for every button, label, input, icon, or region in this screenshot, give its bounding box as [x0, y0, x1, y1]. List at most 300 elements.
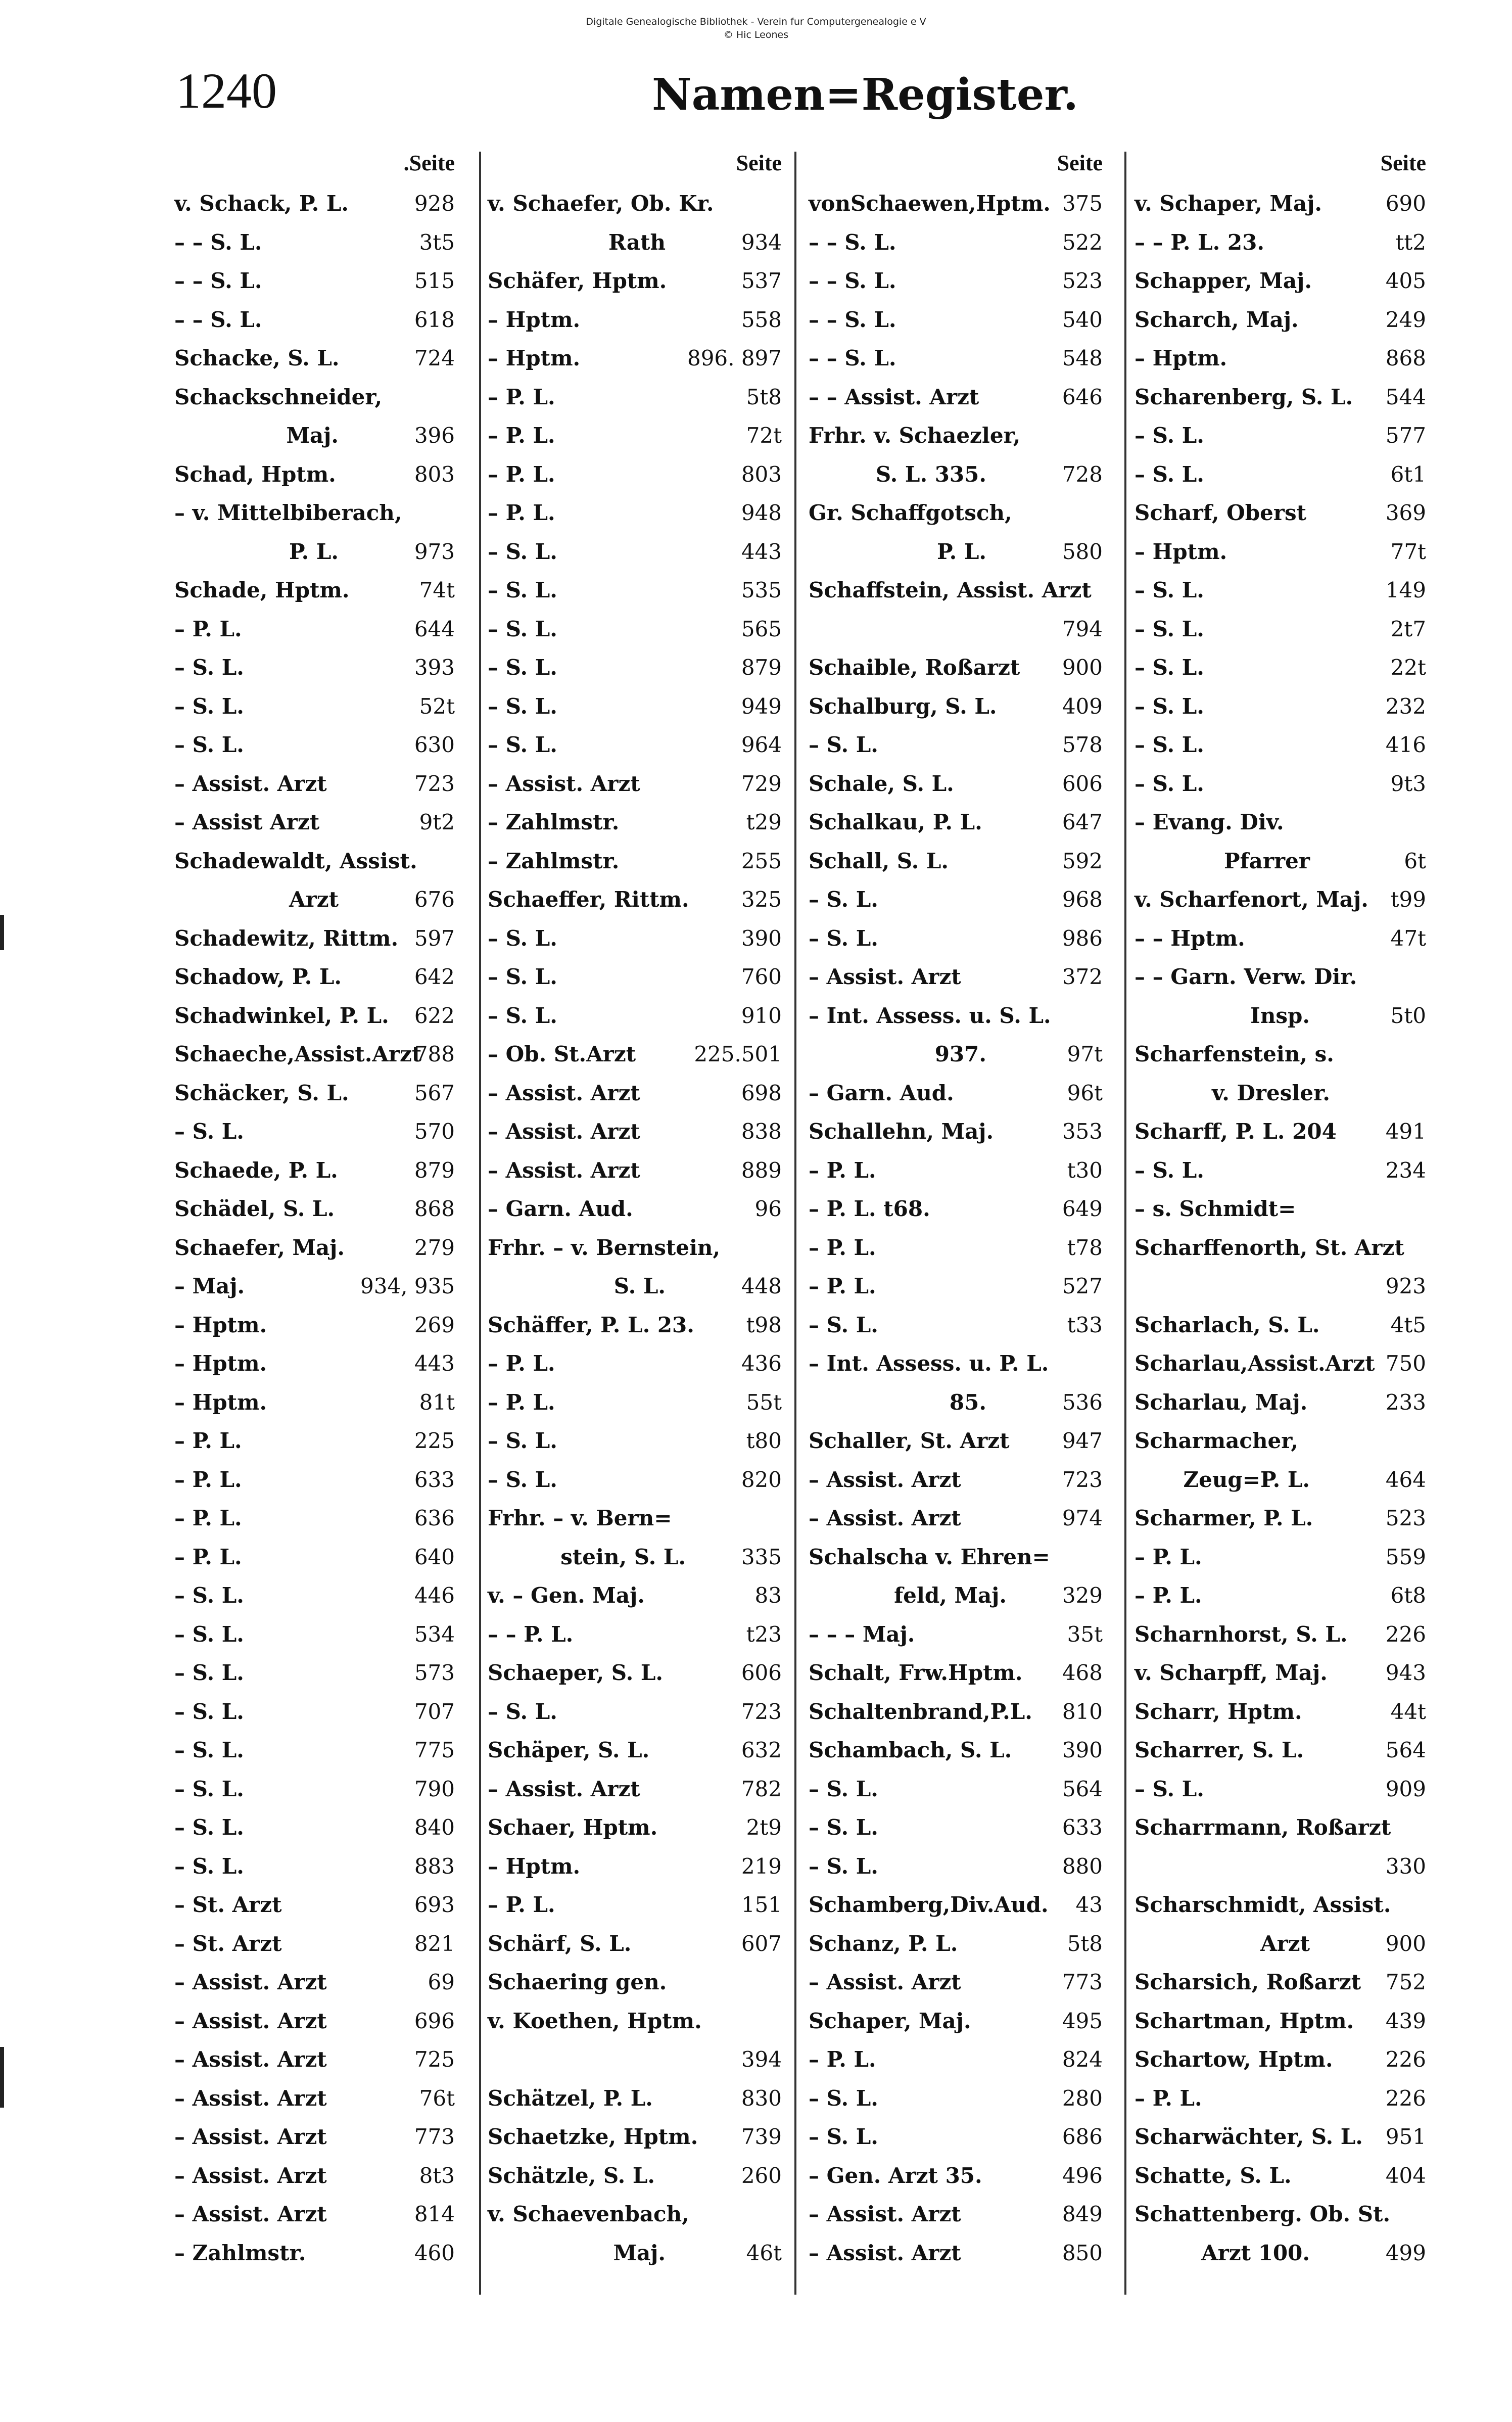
- watermark-line-2: © Hic Leones: [723, 29, 789, 40]
- entry-page: 527: [1062, 1274, 1103, 1298]
- index-entry: [809, 842, 1103, 881]
- entry-name: – S. L.: [488, 539, 557, 564]
- entry-page: 573: [414, 1660, 455, 1685]
- entry-name: – P. L.: [174, 1506, 242, 1530]
- entry-page: 96t: [1067, 1080, 1103, 1105]
- index-entry: [1135, 2195, 1426, 2234]
- scan-edge-mark: [0, 915, 4, 950]
- entry-name: stein, S. L.: [560, 1544, 686, 1569]
- index-entry: [488, 1461, 782, 1500]
- entry-name: Scharsich, Roßarzt: [1135, 1970, 1361, 1994]
- index-entry: [488, 2234, 782, 2273]
- entry-name: Frhr. – v. Bern=: [488, 1506, 672, 1530]
- index-entry: [1135, 2234, 1426, 2273]
- entry-name: Schaering gen.: [488, 1970, 667, 1994]
- entry-page: 35t: [1067, 1621, 1103, 1647]
- entry-page: 934, 935: [360, 1274, 455, 1298]
- entry-name: – Zahlmstr.: [488, 848, 620, 873]
- entry-page: 5t8: [1067, 1931, 1103, 1956]
- entry-page: 752: [1385, 1970, 1426, 1994]
- entry-page: 896. 897: [687, 346, 782, 370]
- entry-page: 788: [414, 1042, 455, 1066]
- entry-name: – S. L.: [174, 1853, 244, 1879]
- entry-name: – S. L.: [488, 655, 557, 680]
- entry-name: – Hptm.: [488, 307, 581, 332]
- index-entry: [174, 2157, 455, 2196]
- entry-name: – S. L.: [1135, 616, 1204, 641]
- index-entry: [1135, 1422, 1426, 1461]
- entry-name: Schalt, Frw.Hptm.: [809, 1660, 1023, 1685]
- entry-page: 443: [741, 539, 782, 564]
- index-entry: [809, 1925, 1103, 1964]
- entry-page: 436: [741, 1351, 782, 1376]
- entry-name: Scharenberg, S. L.: [1135, 384, 1353, 409]
- entry-name: Schaede, P. L.: [174, 1157, 338, 1183]
- index-entry: [1135, 262, 1426, 301]
- entry-name: Frhr. v. Schaezler,: [809, 423, 1021, 448]
- index-entry: [488, 997, 782, 1036]
- entry-page: 646: [1062, 384, 1103, 409]
- entry-page: 330: [1385, 1853, 1426, 1879]
- entry-name: Frhr. – v. Bernstein,: [488, 1235, 721, 1260]
- index-entry: [809, 1344, 1103, 1383]
- entry-name: – S. L.: [1135, 1776, 1204, 1801]
- entry-page: t78: [1067, 1235, 1103, 1260]
- index-entry: [488, 1963, 782, 2002]
- entry-page: 644: [414, 616, 455, 641]
- index-entry: [809, 1963, 1103, 2002]
- entry-page: 404: [1385, 2163, 1426, 2188]
- index-entry: [809, 1112, 1103, 1151]
- entry-page: 630: [414, 732, 455, 757]
- entry-name: Schaeffer, Rittm.: [488, 887, 689, 912]
- index-entry: [1135, 1808, 1426, 1847]
- entry-name: – S. L.: [174, 1699, 244, 1724]
- entry-page: 849: [1062, 2202, 1103, 2226]
- entry-name: 85.: [949, 1389, 986, 1415]
- index-entry: [809, 1847, 1103, 1886]
- entry-page: 279: [414, 1235, 455, 1260]
- index-entry: [488, 1693, 782, 1732]
- index-entry: [174, 1035, 455, 1074]
- entry-page: 468: [1062, 1660, 1103, 1685]
- entry-name: Schadow, P. L.: [174, 964, 342, 989]
- entry-name: – P. L.: [174, 616, 242, 641]
- entry-name: Schad, Hptm.: [174, 461, 336, 487]
- entry-page: 607: [741, 1931, 782, 1956]
- entry-name: P. L.: [289, 539, 339, 564]
- index-entry: [1135, 803, 1426, 842]
- entry-page: 9t2: [419, 810, 455, 834]
- index-entry: [174, 1538, 455, 1577]
- entry-name: – – P. L.: [488, 1621, 574, 1647]
- index-entry: [809, 765, 1103, 804]
- entry-page: 686: [1062, 2124, 1103, 2149]
- entry-name: v. Schaper, Maj.: [1135, 191, 1322, 216]
- index-entry: [1135, 958, 1426, 997]
- entry-name: Schaible, Roßarzt: [809, 655, 1020, 680]
- entry-page: 390: [741, 925, 782, 951]
- entry-page: t80: [746, 1428, 782, 1453]
- index-entry: [488, 1190, 782, 1229]
- entry-page: 353: [1062, 1119, 1103, 1144]
- entry-name: – Assist. Arzt: [174, 2124, 327, 2149]
- column-divider: [1124, 152, 1126, 2295]
- entry-page: 814: [414, 2202, 455, 2226]
- index-entry: [174, 1963, 455, 2002]
- index-entry: [809, 1035, 1103, 1074]
- index-entry: [1135, 1306, 1426, 1345]
- index-entry: [174, 339, 455, 378]
- entry-name: Zeug=P. L.: [1183, 1467, 1310, 1492]
- index-entry: [1135, 1538, 1426, 1577]
- index-entry: [1135, 416, 1426, 455]
- index-entry: [174, 223, 455, 262]
- entry-name: – Evang. Div.: [1135, 810, 1284, 834]
- entry-page: 523: [1385, 1506, 1426, 1530]
- index-entry: [1135, 1770, 1426, 1809]
- entry-page: 880: [1062, 1853, 1103, 1879]
- index-entry: [488, 1654, 782, 1693]
- entry-name: Schamberg,Div.Aud.: [809, 1892, 1049, 1917]
- index-entry: [809, 1499, 1103, 1538]
- entry-page: 824: [1062, 2047, 1103, 2072]
- entry-name: Arzt: [1260, 1931, 1310, 1956]
- index-entry: [488, 726, 782, 765]
- index-entry: [174, 1344, 455, 1383]
- index-entry: [488, 301, 782, 340]
- index-entry: [488, 1731, 782, 1770]
- entry-name: Schartman, Hptm.: [1135, 2008, 1354, 2033]
- entry-page: 947: [1062, 1428, 1103, 1453]
- index-entry: [809, 2002, 1103, 2041]
- entry-name: – – S. L.: [174, 268, 262, 293]
- column-heading: .Seite: [403, 151, 455, 175]
- entry-name: – S. L.: [809, 887, 878, 912]
- entry-name: Schaetzke, Hptm.: [488, 2124, 698, 2149]
- index-entry: [1135, 919, 1426, 958]
- entry-page: 821: [414, 1931, 455, 1956]
- index-entry: [174, 610, 455, 649]
- entry-name: – Hptm.: [488, 346, 581, 370]
- index-entry: [174, 378, 455, 417]
- index-entry: [174, 1770, 455, 1809]
- entry-page: 55t: [746, 1389, 782, 1415]
- entry-page: 934: [741, 229, 782, 255]
- index-entry: [488, 2195, 782, 2234]
- index-entry: [174, 1190, 455, 1229]
- entry-name: – Assist. Arzt: [174, 2163, 327, 2188]
- entry-name: Maj.: [286, 423, 339, 448]
- entry-name: – – S. L.: [174, 307, 262, 332]
- index-entry: [1135, 1461, 1426, 1500]
- entry-page: 633: [414, 1467, 455, 1492]
- entry-page: 6t: [1404, 848, 1426, 873]
- entry-name: Schadewitz, Rittm.: [174, 925, 399, 951]
- entry-name: Schacke, S. L.: [174, 346, 340, 370]
- entry-name: – S. L.: [488, 1003, 557, 1028]
- entry-name: v. Schack, P. L.: [174, 191, 349, 216]
- index-entry: [1135, 2040, 1426, 2079]
- index-entry: [809, 880, 1103, 919]
- index-entry: [174, 1074, 455, 1113]
- entry-name: Scharlau, Maj.: [1135, 1389, 1308, 1415]
- entry-name: – S. L.: [488, 1699, 557, 1724]
- entry-name: – S. L.: [174, 1660, 244, 1685]
- index-entry: [488, 533, 782, 572]
- index-entry: [174, 301, 455, 340]
- entry-page: 96: [754, 1196, 782, 1221]
- entry-name: Schade, Hptm.: [174, 578, 350, 602]
- index-entry: [1135, 610, 1426, 649]
- entry-page: 9t3: [1390, 771, 1426, 796]
- entry-page: 723: [741, 1699, 782, 1724]
- entry-name: v. Koethen, Hptm.: [488, 2008, 702, 2033]
- entry-page: 232: [1385, 693, 1426, 719]
- entry-name: – Assist. Arzt: [809, 2202, 961, 2226]
- entry-name: – S. L.: [1135, 693, 1204, 719]
- entry-name: – P. L.: [1135, 1544, 1202, 1569]
- index-entry: [809, 571, 1103, 610]
- entry-page: 515: [414, 268, 455, 293]
- entry-page: 728: [1062, 461, 1103, 487]
- column-heading: Seite: [1057, 151, 1103, 175]
- index-entry: [174, 1112, 455, 1151]
- entry-page: 390: [1062, 1738, 1103, 1762]
- index-entry: [1135, 2118, 1426, 2157]
- index-entry: [1135, 1654, 1426, 1693]
- entry-page: 97t: [1067, 1042, 1103, 1066]
- entry-name: Scharmacher,: [1135, 1428, 1298, 1453]
- entry-name: Schatte, S. L.: [1135, 2163, 1292, 2188]
- index-entry: [174, 2234, 455, 2273]
- entry-name: Schall, S. L.: [809, 848, 949, 873]
- column-heading: Seite: [736, 151, 782, 175]
- entry-name: – P. L.: [488, 1892, 555, 1917]
- entry-name: Scharschmidt, Assist.: [1135, 1892, 1391, 1917]
- entry-page: 225: [414, 1428, 455, 1453]
- index-entry: [809, 1615, 1103, 1654]
- index-entry: [809, 1383, 1103, 1422]
- index-entry: [809, 2079, 1103, 2118]
- index-entry: [1135, 2002, 1426, 2041]
- entry-name: – s. Schmidt=: [1135, 1196, 1296, 1221]
- entry-page: 335: [741, 1544, 782, 1569]
- index-entry: [174, 2195, 455, 2234]
- entry-page: 803: [741, 461, 782, 487]
- entry-page: 642: [414, 964, 455, 989]
- entry-page: 6t1: [1390, 461, 1426, 487]
- entry-name: – Assist. Arzt: [488, 1776, 640, 1801]
- entry-page: 523: [1062, 268, 1103, 293]
- index-entry: [1135, 2079, 1426, 2118]
- entry-name: Schanz, P. L.: [809, 1931, 958, 1956]
- entry-page: t30: [1067, 1157, 1103, 1183]
- entry-page: 618: [414, 307, 455, 332]
- index-entry: [809, 2040, 1103, 2079]
- entry-name: – Assist. Arzt: [174, 2047, 327, 2072]
- entry-name: – S. L.: [174, 1815, 244, 1840]
- entry-name: – P. L.: [488, 500, 555, 525]
- entry-name: Scharfenstein, s.: [1135, 1042, 1334, 1066]
- entry-page: 883: [414, 1853, 455, 1879]
- index-entry: [1135, 2157, 1426, 2196]
- entry-name: Scharffenorth, St. Arzt: [1135, 1235, 1404, 1260]
- index-entry: [174, 648, 455, 687]
- entry-name: Schackschneider,: [174, 384, 383, 409]
- index-entry: [174, 1693, 455, 1732]
- entry-page: 280: [1062, 2085, 1103, 2111]
- entry-name: Scharlau,Assist.Arzt: [1135, 1351, 1375, 1376]
- entry-page: 460: [414, 2240, 455, 2265]
- entry-page: t29: [746, 810, 782, 834]
- entry-page: 260: [741, 2163, 782, 2188]
- entry-name: Schätzle, S. L.: [488, 2163, 655, 2188]
- entry-name: – – Hptm.: [1135, 925, 1245, 951]
- index-entry: [809, 1074, 1103, 1113]
- entry-name: – P. L.: [809, 1235, 876, 1260]
- index-entry: [174, 2118, 455, 2157]
- index-entry: [174, 997, 455, 1036]
- entry-name: Scharrmann, Roßarzt: [1135, 1815, 1391, 1840]
- index-entry: [174, 1306, 455, 1345]
- index-entry: [809, 919, 1103, 958]
- index-entry: [488, 919, 782, 958]
- entry-name: – S. L.: [488, 1428, 557, 1453]
- index-entry: [1135, 378, 1426, 417]
- entry-page: 544: [1385, 384, 1426, 409]
- index-column-4: [1135, 144, 1426, 2302]
- entry-page: 647: [1062, 810, 1103, 834]
- entry-name: Scharwächter, S. L.: [1135, 2124, 1363, 2149]
- entry-name: – S. L.: [174, 732, 244, 757]
- entry-name: Schalburg, S. L.: [809, 693, 997, 719]
- entry-name: – Assist. Arzt: [809, 964, 961, 989]
- index-entry: [488, 2118, 782, 2157]
- entry-page: 597: [414, 925, 455, 951]
- entry-name: v. – Gen. Maj.: [488, 1583, 645, 1608]
- entry-name: Arzt: [289, 887, 339, 912]
- entry-page: 723: [414, 771, 455, 796]
- entry-name: Schäcker, S. L.: [174, 1080, 349, 1105]
- index-entry: [488, 1112, 782, 1151]
- entry-page: 750: [1385, 1351, 1426, 1376]
- entry-page: 943: [1385, 1660, 1426, 1685]
- entry-page: 632: [741, 1738, 782, 1762]
- index-entry: [809, 958, 1103, 997]
- index-entry: [488, 803, 782, 842]
- index-entry: [488, 1499, 782, 1538]
- index-entry: [174, 1615, 455, 1654]
- index-entry: [1135, 1576, 1426, 1615]
- index-entry: [174, 533, 455, 572]
- entry-page: 974: [1062, 1506, 1103, 1530]
- entry-name: – P. L.: [174, 1428, 242, 1453]
- entry-page: 724: [414, 346, 455, 370]
- index-entry: [809, 610, 1103, 649]
- index-entry: [174, 2079, 455, 2118]
- index-entry: [1135, 687, 1426, 726]
- entry-page: 868: [1385, 346, 1426, 370]
- entry-name: – S. L.: [1135, 1157, 1204, 1183]
- entry-page: 226: [1385, 2085, 1426, 2111]
- entry-name: – S. L.: [174, 1119, 244, 1144]
- entry-name: – Assist. Arzt: [809, 1970, 961, 1994]
- entry-name: 937.: [934, 1042, 986, 1066]
- entry-name: – S. L.: [488, 964, 557, 989]
- index-entry: [1135, 648, 1426, 687]
- entry-page: t99: [1390, 887, 1426, 912]
- index-entry: [488, 2002, 782, 2041]
- entry-name: – Zahlmstr.: [174, 2240, 306, 2265]
- entry-name: Schäper, S. L.: [488, 1738, 650, 1762]
- entry-name: Insp.: [1250, 1003, 1310, 1028]
- index-entry: [174, 416, 455, 455]
- index-entry: [174, 1422, 455, 1461]
- entry-name: – P. L.: [488, 461, 555, 487]
- index-column-3: [809, 144, 1103, 2302]
- index-entry: [809, 1770, 1103, 1809]
- index-entry: [488, 571, 782, 610]
- entry-name: – S. L.: [809, 1815, 878, 1840]
- index-entry: [174, 726, 455, 765]
- entry-name: Schambach, S. L.: [809, 1738, 1012, 1762]
- index-entry: [1135, 1731, 1426, 1770]
- entry-page: 409: [1062, 693, 1103, 719]
- index-entry: [1135, 1112, 1426, 1151]
- entry-page: 986: [1062, 925, 1103, 951]
- entry-name: – S. L.: [809, 1776, 878, 1801]
- index-entry: [174, 2040, 455, 2079]
- index-entry: [488, 416, 782, 455]
- entry-page: 838: [741, 1119, 782, 1144]
- entry-page: 43: [1075, 1892, 1103, 1917]
- entry-page: t23: [746, 1621, 782, 1647]
- entry-name: Schalkau, P. L.: [809, 810, 982, 834]
- entry-name: Schaper, Maj.: [809, 2008, 971, 2033]
- entry-name: – P. L. t68.: [809, 1196, 930, 1221]
- entry-name: Gr. Schaffgotsch,: [809, 500, 1012, 525]
- entry-name: Schadwinkel, P. L.: [174, 1003, 389, 1028]
- entry-name: Schädel, S. L.: [174, 1196, 335, 1221]
- index-entry: [1135, 455, 1426, 494]
- index-entry: [488, 184, 782, 223]
- index-entry: [809, 2157, 1103, 2196]
- index-entry: [488, 2040, 782, 2079]
- entry-page: 443: [414, 1351, 455, 1376]
- entry-page: 879: [741, 655, 782, 680]
- entry-page: 923: [1385, 1274, 1426, 1298]
- entry-page: 640: [414, 1544, 455, 1569]
- entry-page: 495: [1062, 2008, 1103, 2033]
- entry-page: 606: [1062, 771, 1103, 796]
- index-entry: [809, 2195, 1103, 2234]
- entry-page: 439: [1385, 2008, 1426, 2033]
- index-entry: [174, 1654, 455, 1693]
- index-entry: [174, 1808, 455, 1847]
- entry-name: – S. L.: [809, 732, 878, 757]
- entry-page: 226: [1385, 1621, 1426, 1647]
- watermark: [0, 15, 1512, 41]
- entry-name: – S. L.: [809, 925, 878, 951]
- entry-page: 973: [414, 539, 455, 564]
- entry-page: 773: [414, 2124, 455, 2149]
- index-entry: [488, 455, 782, 494]
- entry-page: 535: [741, 578, 782, 602]
- index-entry: [174, 765, 455, 804]
- entry-name: Schärf, S. L.: [488, 1931, 632, 1956]
- index-entry: [488, 687, 782, 726]
